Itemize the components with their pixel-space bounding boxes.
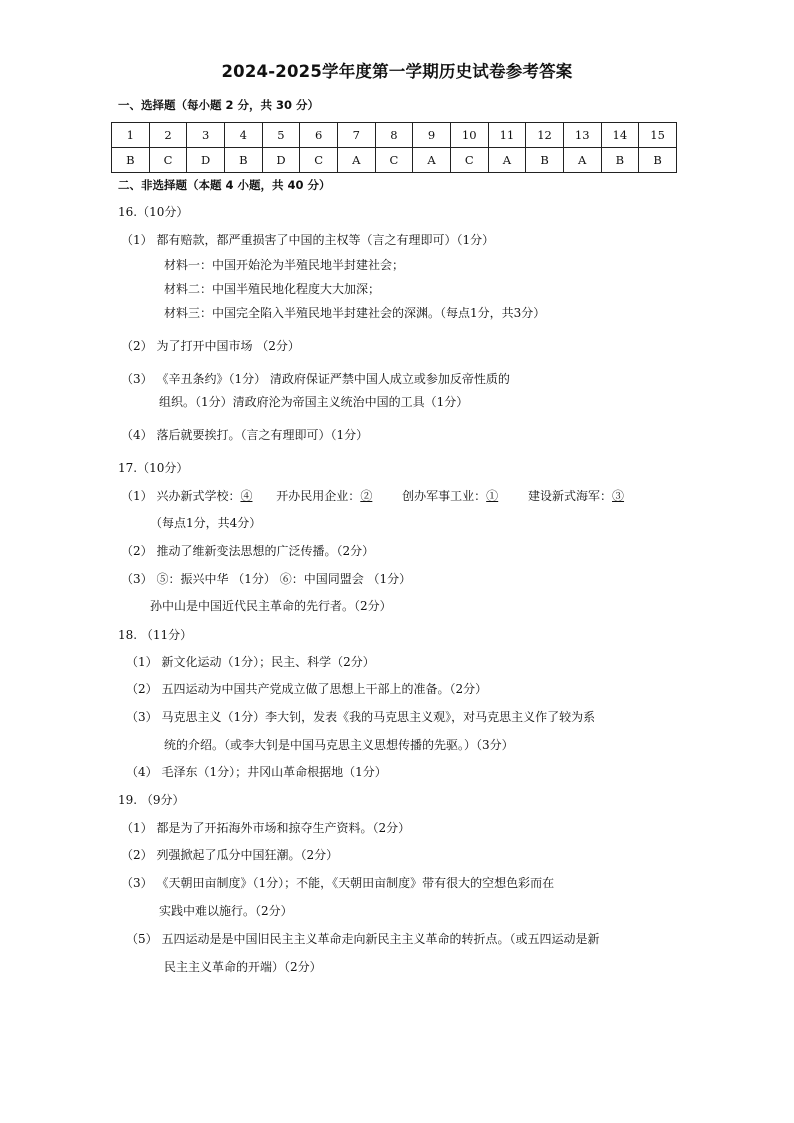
page-title: 2024-2025学年度第一学期历史试卷参考答案 [221, 62, 573, 81]
answer-cell: A [563, 148, 601, 173]
answer-cell: C [450, 148, 488, 173]
q17-answer-military: ① [486, 489, 499, 503]
answer-cell: D [187, 148, 225, 173]
answer-cell: B [526, 148, 564, 173]
answer-cell: C [300, 148, 338, 173]
question-number: 6 [300, 123, 338, 148]
answer-cell: D [262, 148, 300, 173]
q17-navy-label: 建设新式海军： [528, 489, 613, 503]
q16-part4: （4） 落后就要挨打。（言之有理即可）（1分） [121, 428, 369, 442]
q19-part3-line2: 实践中难以施行。（2分） [159, 904, 293, 918]
q17-label: 17.（10分） [118, 461, 189, 475]
q17-enterprise-label: 开办民用企业： [276, 489, 361, 503]
answer-cell: B [112, 148, 150, 173]
q17-part3-line2: 孙中山是中国近代民主革命的先行者。（2分） [150, 599, 392, 613]
q16-part1: （1） 都有赔款，都严重损害了中国的主权等（言之有理即可）（1分） [121, 233, 495, 247]
q17-part2: （2） 推动了维新变法思想的广泛传播。（2分） [121, 544, 375, 558]
q19-part3-line1: （3） 《天朝田亩制度》（1分）；不能，《天朝田亩制度》带有很大的空想色彩而在 [121, 876, 555, 890]
q16-material3: 材料三：中国完全陷入半殖民地半封建社会的深渊。（每点1分，共3分） [164, 306, 546, 320]
question-number: 1 [112, 123, 150, 148]
question-number: 2 [149, 123, 187, 148]
q19-part5-line1: （5） 五四运动是是中国旧民主主义革命走向新民主主义革命的转折点。（或五四运动是新 [126, 932, 600, 946]
q19-part2: （2） 列强掀起了瓜分中国狂潮。（2分） [121, 848, 339, 862]
answer-cell: A [488, 148, 526, 173]
answer-cell: B [639, 148, 677, 173]
q16-part3-line2: 组织。（1分）清政府沦为帝国主义统治中国的工具（1分） [159, 395, 469, 409]
q17-answer-school: ④ [240, 489, 253, 503]
q16-material1: 材料一：中国开始沦为半殖民地半封建社会； [164, 258, 405, 272]
q16-label: 16.（10分） [118, 205, 189, 219]
q17-part1 [121, 488, 624, 504]
answer-cell: B [601, 148, 639, 173]
question-number: 12 [526, 123, 564, 148]
answer-cell: C [149, 148, 187, 173]
question-number: 7 [337, 123, 375, 148]
section2-heading: 二、非选择题（本题 4 小题，共 40 分） [118, 178, 331, 192]
question-number: 15 [639, 123, 677, 148]
answer-table [111, 122, 677, 173]
answer-cell: A [413, 148, 451, 173]
question-number: 10 [450, 123, 488, 148]
q17-part1-prefix: （1） 兴办新式学校： [121, 489, 241, 503]
question-number: 8 [375, 123, 413, 148]
answer-cell: B [224, 148, 262, 173]
question-number: 5 [262, 123, 300, 148]
q18-part2: （2） 五四运动为中国共产党成立做了思想上干部上的准备。（2分） [126, 682, 488, 696]
question-number: 9 [413, 123, 451, 148]
q16-material2: 材料二：中国半殖民地化程度大大加深； [164, 282, 381, 296]
question-number: 3 [187, 123, 225, 148]
q19-part5-line2: 民主主义革命的开端）（2分） [164, 960, 322, 974]
section1-heading: 一、选择题（每小题 2 分，共 30 分） [118, 98, 320, 112]
q18-part1: （1） 新文化运动（1分）；民主、科学（2分） [126, 655, 375, 669]
q17-answer-enterprise: ② [360, 489, 373, 503]
q17-military-label: 创办军事工业： [402, 489, 487, 503]
q17-part1-note: （每点1分，共4分） [150, 516, 262, 530]
q18-label: 18. （11分） [118, 628, 193, 642]
q18-part4: （4） 毛泽东（1分）；井冈山革命根据地（1分） [126, 765, 387, 779]
q17-answer-navy: ③ [612, 489, 625, 503]
question-number-row [112, 123, 677, 148]
q19-label: 19. （9分） [118, 793, 185, 807]
answer-cell: A [337, 148, 375, 173]
q18-part3-line1: （3） 马克思主义（1分）李大钊，发表《我的马克思主义观》，对马克思主义作了较为系 [126, 710, 596, 724]
q19-part1: （1） 都是为了开拓海外市场和掠夺生产资料。（2分） [121, 821, 411, 835]
q16-part2: （2） 为了打开中国市场 （2分） [121, 339, 300, 353]
q18-part3-line2: 统的介绍。（或李大钊是中国马克思主义思想传播的先驱。）（3分） [164, 738, 514, 752]
question-number: 14 [601, 123, 639, 148]
answer-row [112, 148, 677, 173]
q17-part3-line1: （3） ⑤：振兴中华 （1分） ⑥：中国同盟会 （1分） [121, 572, 412, 586]
question-number: 13 [563, 123, 601, 148]
answer-cell: C [375, 148, 413, 173]
question-number: 11 [488, 123, 526, 148]
q16-part3-line1: （3） 《辛丑条约》（1分） 清政府保证严禁中国人成立或参加反帝性质的 [121, 372, 510, 386]
question-number: 4 [224, 123, 262, 148]
